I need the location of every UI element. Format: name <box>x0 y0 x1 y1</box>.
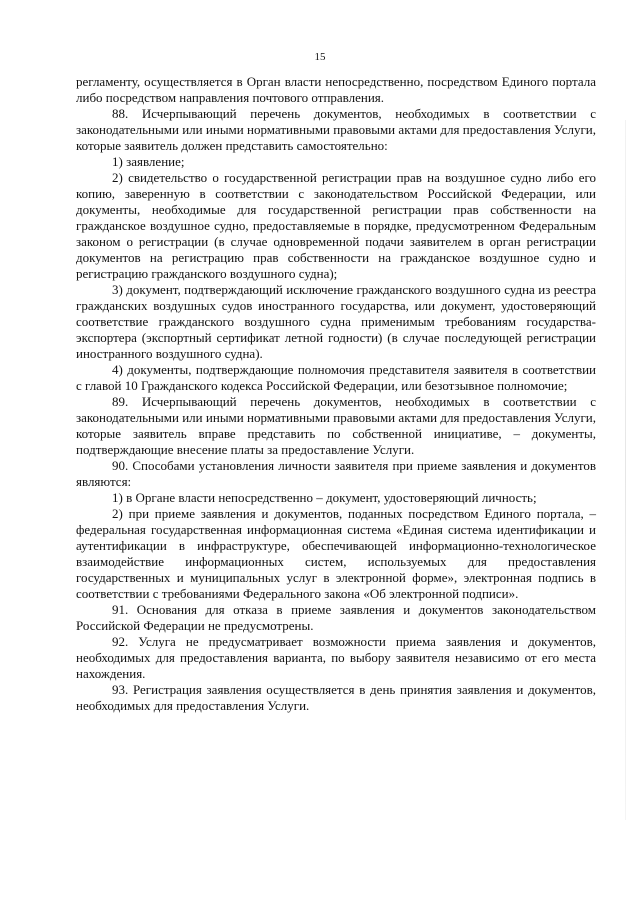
paragraph-continuation: регламенту, осуществляется в Орган власти непосредственно, посредством Единого портала либо посредством направления почтового отправления. <box>76 74 596 105</box>
paragraph-88-item-4: 4) документы, подтверждающие полномочия представителя заявителя в соответствии с главой 10 Гражданского кодекса Российской Федерации, или безотзывное полномочие; <box>76 362 596 393</box>
paragraph-92: 92. Услуга не предусматривает возможности приема заявления и документов, необходимых для предоставления варианта, по выбору заявителя независимо от его места нахождения. <box>76 634 596 681</box>
paragraph-90-item-1: 1) в Органе власти непосредственно – документ, удостоверяющий личность; <box>112 490 537 505</box>
paragraph-90-item-2: 2) при приеме заявления и документов, поданных посредством Единого портала, – федеральная государственная информационная система «Единая система идентификации и аутентификации в инфраструктуре, обеспечивающей информационно-технологическое взаимодействие информационных систем, используемых для предоставления государственных и муниципальных услуг в электронной форме», электронная подпись в соответствии с требованиями Федерального закона «Об электронной подписи». <box>76 506 596 601</box>
paragraph-89: 89. Исчерпывающий перечень документов, необходимых в соответствии с законодательными или иными нормативными правовыми актами для предоставления Услуги, которые заявитель вправе представить по собственной инициативе, – документы, подтверждающие внесение платы за предоставление Услуги. <box>76 394 596 457</box>
scan-edge-shadow <box>625 120 626 820</box>
document-body <box>76 74 596 714</box>
paragraph-88-item-1: 1) заявление; <box>112 154 185 169</box>
page-number: 15 <box>314 51 326 63</box>
paragraph-88-item-3: 3) документ, подтверждающий исключение гражданского воздушного судна из реестра гражданских воздушных судов иностранного государства, или документ, удостоверяющий соответствие гражданского воздушного судна применимым требованиям государства-экспортера (экспортный сертификат летной годности) (в случае последующей регистрации иностранного воздушного судна). <box>76 282 596 361</box>
paragraph-88: 88. Исчерпывающий перечень документов, необходимых в соответствии с законодательными или иными нормативными правовыми актами для предоставления Услуги, которые заявитель должен представить самостоятельно: <box>76 106 596 153</box>
paragraph-88-item-2: 2) свидетельство о государственной регистрации прав на воздушное судно либо его копию, заверенную в соответствии с законодательством Российской Федерации, или документы, необходимые для государственной регистрации прав собственности на гражданское воздушное судно, предоставляемые в порядке, предусмотренном Федеральным законом о регистрации (в случае одновременной подачи заявителем в орган регистрации документов на регистрацию прав собственности на гражданское воздушное судно и регистрацию гражданского воздушного судна); <box>76 170 596 281</box>
paragraph-93: 93. Регистрация заявления осуществляется в день принятия заявления и документов, необходимых для предоставления Услуги. <box>76 682 596 713</box>
paragraph-90: 90. Способами установления личности заявителя при приеме заявления и документов являются: <box>76 458 596 489</box>
paragraph-91: 91. Основания для отказа в приеме заявления и документов законодательством Российской Федерации не предусмотрены. <box>76 602 596 633</box>
